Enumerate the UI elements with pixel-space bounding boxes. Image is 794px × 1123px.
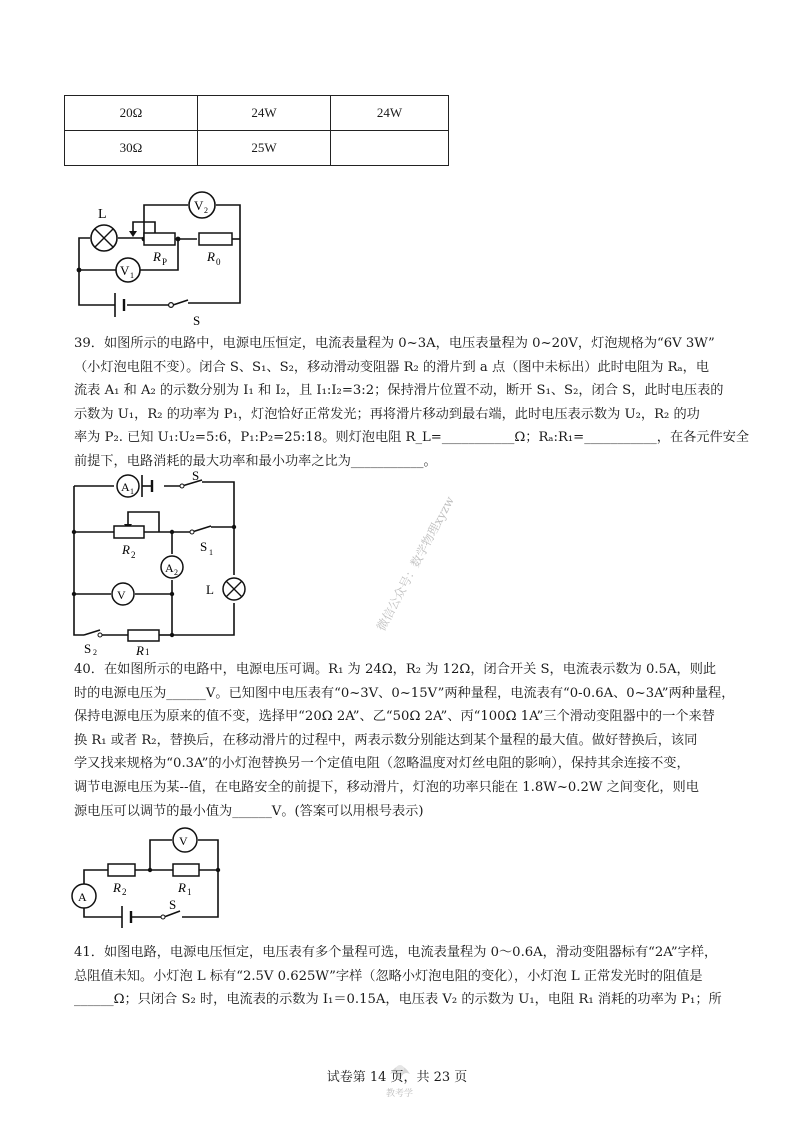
table-row [65,131,449,166]
table-cell [331,131,449,166]
question-line: 41．如图电路，电源电压恒定，电压表有多个量程可选，电流表量程为 0～0.6A，滑动变阻器标有“2A”字样， [74,945,718,960]
svg-text:V: V [120,263,130,278]
rp-label: R [153,249,161,264]
svg-text:V: V [194,198,204,213]
r2-sub: 2 [122,887,127,897]
switch-s-label: S [192,470,200,483]
table-cell: 25W [198,131,331,166]
ammeter-a2 [161,556,183,578]
question-41 [74,941,724,1012]
voltmeter-v [173,828,197,852]
svg-text:A: A [121,480,130,494]
voltmeter-v2 [189,192,215,218]
data-table [64,95,449,166]
rp-sub: P [162,257,168,267]
table-cell: 30Ω [65,131,198,166]
r2-label: R [113,880,121,895]
ammeter-a1 [117,475,139,497]
resistor-r1 [173,864,199,876]
rheostat-rp [144,233,175,245]
question-line: 保持电源电压为原来的值不变，选择甲“20Ω 2A”、乙“50Ω 2A”、丙“100Ω 1A”三个滑动变阻器中的一个来替 [74,709,715,725]
question-line: 40．在如图所示的电路中，电源电压可调。R₁ 为 24Ω，R₂ 为 12Ω，闭合开关 S，电流表示数为 0.5A，则此 [74,662,717,677]
question-line: ______Ω；只闭合 S₂ 时，电流表的示数为 I₁＝0.15A，电压表 V₂ 的示数为 U₁，电阻 R₁ 消耗的功率为 P₁；所 [74,992,722,1008]
page-footer: 试卷第 14 页，共 23 页 [326,1070,468,1085]
switch-label: S [193,313,201,328]
table-cell: 24W [198,96,331,131]
circuit-diagram-q38 [60,185,260,330]
question-line: 流表 A₁ 和 A₂ 的示数分别为 I₁ 和 I₂，且 I₁:I₂=3:2；保持滑片位置不动，断开 S₁、S₂，闭合 S，此时电压表的 [74,383,724,399]
svg-text:A: A [78,890,87,904]
question-line: 调节电源电压为某--值，在电路安全的前提下，移动滑片，灯泡的功率只能在 1.8W~0.2W 之间变化，则电 [74,779,699,795]
voltmeter-v [112,583,134,605]
resistor-r0 [199,233,232,245]
question-line: 换 R₁ 或者 R₂，替换后，在移动滑片的过程中，两表示数分别能达到某个量程的最大值。做好替换后，该同 [74,732,698,748]
ammeter-a [72,884,96,908]
r1-sub: 1 [187,887,192,897]
rheostat-r2 [114,526,144,538]
switch-s2-label: S [84,641,92,655]
lamp-label: L [206,582,214,597]
svg-text:1: 1 [130,271,134,280]
table-row [65,96,449,131]
switch-label: S [169,897,177,912]
resistor-r2 [108,864,135,876]
question-line: 源电压可以调节的最小值为______V。(答案可以用根号表示) [74,803,424,819]
voltmeter-v1 [116,258,140,282]
svg-text:V: V [117,588,126,602]
watermark-text: 微信公众号：数学物理xyzw [374,494,457,634]
r2-label: R [122,542,130,557]
table-cell: 24W [331,96,449,131]
circuit-diagram-q39 [64,470,254,655]
question-40 [74,658,735,823]
lamp-icon [223,578,245,600]
question-line: 率为 P₂. 已知 U₁:U₂=5:6，P₁:P₂=25:18。则灯泡电阻 R_L=___________Ω；Rₐ:R₁=___________，在各元件安全 [74,430,750,446]
question-line: 时的电源电压为______V。已知图中电压表有“0~3V、0~15V”两种量程，电流表有“0-0.6A、0~3A”两种量程， [74,685,735,701]
svg-text:2: 2 [174,568,178,577]
question-line: （小灯泡电阻不变）。闭合 S、S₁、S₂，移动滑动变阻器 R₂ 的滑片到 a 点（图中未标出）此时电阻为 Rₐ，电 [74,359,710,375]
logo-text: 教考学 [386,1088,414,1098]
question-line: 39．如图所示的电路中，电源电压恒定，电流表量程为 0~3A，电压表量程为 0~20V，灯泡规格为“6V 3W” [74,336,715,351]
table-cell: 20Ω [65,96,198,131]
lamp-label: L [98,207,107,222]
r1-sub: 1 [145,647,150,655]
switch-s1-sub: 1 [209,548,213,557]
switch-s2-sub: 2 [93,648,97,655]
r1-label: R [178,880,186,895]
question-line: 学又找来规格为“0.3A”的小灯泡替换另一个定值电阻（忽略温度对灯丝电阻的影响），保持其余连接不变， [74,756,690,772]
svg-text:2: 2 [204,206,208,215]
r2-sub: 2 [131,550,136,560]
resistor-r1 [128,630,159,641]
question-line: 前提下，电路消耗的最大功率和最小功率之比为___________。 [74,453,437,469]
svg-text:A: A [165,561,174,575]
lamp-icon [91,225,117,251]
circuit-diagram-q40 [66,822,236,932]
svg-text:1: 1 [130,487,134,496]
switch-s1-label: S [200,539,208,554]
svg-text:V: V [179,834,188,848]
r1-label: R [136,643,144,655]
question-line: 示数为 U₁，R₂ 的功率为 P₁，灯泡恰好正常发光；再将滑片移动到最右端，此时电压表示数为 U₂，R₂ 的功 [74,406,700,422]
question-39 [74,332,750,474]
r0-label: R [207,249,215,264]
question-line: 总阻值未知。小灯泡 L 标有“2.5V 0.625W”字样（忽略小灯泡电阻的变化），小灯泡 L 正常发光时的阻值是 [74,968,703,984]
r0-sub: 0 [216,257,221,267]
